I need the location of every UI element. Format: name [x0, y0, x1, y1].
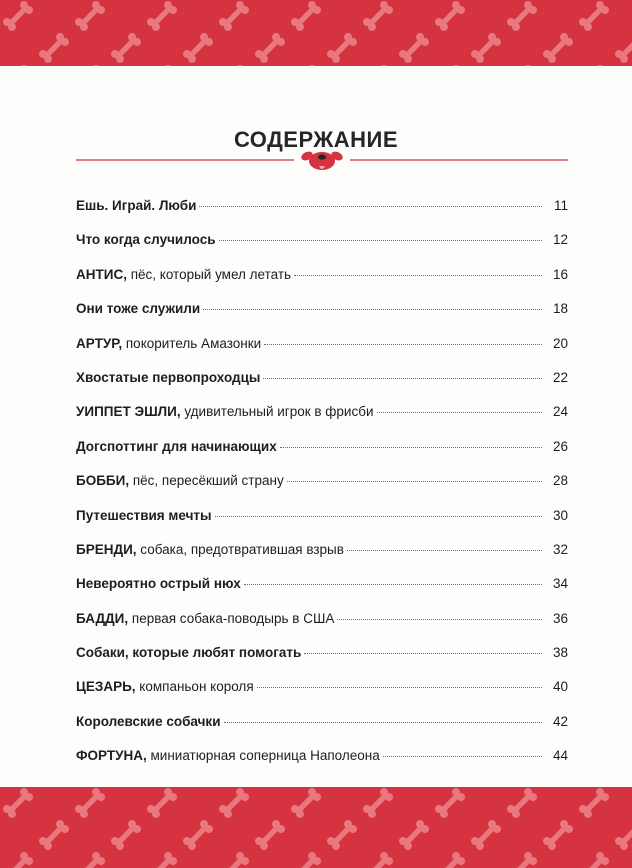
entry-title: Хвостатые первопроходцы [76, 369, 261, 385]
page-number: 20 [552, 335, 568, 351]
table-of-contents [76, 196, 568, 781]
toc-entry[interactable] [76, 368, 568, 402]
entry-title: АНТИС, пёс, который умел летать [76, 266, 292, 282]
entry-title: ЦЕЗАРЬ, компаньон короля [76, 679, 254, 695]
page-number: 18 [552, 301, 568, 317]
dot-leader [263, 378, 542, 379]
bottom-bone-pattern-band [0, 787, 632, 868]
dot-leader [294, 275, 542, 276]
entry-title: БАДДИ, первая собака-поводырь в США [76, 610, 335, 626]
entry-title: БРЕНДИ, собака, предотвратившая взрыв [76, 541, 344, 557]
page-number: 26 [552, 438, 568, 454]
dot-leader [244, 584, 542, 585]
dot-leader [383, 756, 542, 757]
page-number: 30 [552, 507, 568, 523]
toc-entry[interactable] [76, 334, 568, 368]
entry-title: АРТУР, покоритель Амазонки [76, 335, 262, 351]
toc-entry[interactable] [76, 677, 568, 711]
entry-title: Что когда случилось [76, 232, 216, 248]
entry-title: Путешествия мечты [76, 507, 212, 523]
dot-leader [377, 412, 543, 413]
title-divider [76, 146, 568, 174]
toc-entry[interactable] [76, 540, 568, 574]
bone-pattern-icon [0, 0, 632, 66]
page-number: 11 [553, 198, 568, 213]
entry-title: ФОРТУНА, миниатюрная соперница Наполеона [76, 748, 380, 764]
toc-entry[interactable] [76, 196, 568, 230]
top-bone-pattern-band [0, 0, 632, 66]
toc-entry[interactable] [76, 712, 568, 746]
dot-leader [199, 206, 542, 207]
page-number: 32 [552, 541, 568, 557]
entry-title: Королевские собачки [76, 713, 221, 729]
toc-entry[interactable] [76, 265, 568, 299]
dot-leader [347, 550, 542, 551]
dog-head-icon [300, 150, 344, 170]
page-number: 24 [552, 404, 568, 420]
dot-leader [280, 447, 542, 448]
dot-leader [215, 516, 542, 517]
page-number: 36 [552, 610, 568, 626]
toc-entry[interactable] [76, 609, 568, 643]
toc-entry[interactable] [76, 574, 568, 608]
dot-leader [224, 722, 543, 723]
toc-entry[interactable] [76, 643, 568, 677]
page-title: СОДЕРЖАНИЕ [233, 126, 399, 152]
page-number: 34 [552, 576, 568, 592]
toc-entry[interactable] [76, 402, 568, 436]
page-number: 40 [552, 679, 568, 695]
entry-title: Невероятно острый нюх [76, 576, 241, 592]
dot-leader [257, 687, 542, 688]
page-number: 44 [552, 748, 568, 764]
toc-entry[interactable] [76, 437, 568, 471]
entry-title: Догспоттинг для начинающих [76, 438, 277, 454]
entry-title: Ешь. Играй. Люби [76, 198, 197, 213]
entry-title: Собаки, которые любят помогать [76, 645, 302, 661]
toc-entry[interactable] [76, 299, 568, 333]
toc-entry[interactable] [76, 746, 568, 780]
bone-pattern-icon [0, 787, 632, 868]
dot-leader [264, 344, 542, 345]
dot-leader [203, 309, 542, 310]
page-number: 22 [552, 369, 568, 385]
page-number: 16 [552, 266, 568, 282]
entry-title: УИППЕТ ЭШЛИ, удивительный игрок в фрисби [76, 404, 374, 420]
toc-entry[interactable] [76, 471, 568, 505]
entry-title: БОББИ, пёс, пересёкший страну [76, 473, 284, 489]
entry-title: Они тоже служили [76, 301, 201, 317]
dot-leader [304, 653, 542, 654]
page-number: 38 [552, 645, 568, 661]
dot-leader [337, 619, 542, 620]
page-number: 12 [552, 232, 568, 248]
dot-leader [287, 481, 542, 482]
toc-entry[interactable] [76, 230, 568, 264]
page-number: 42 [552, 713, 568, 729]
page-number: 28 [552, 473, 568, 489]
toc-entry[interactable] [76, 506, 568, 540]
dot-leader [219, 240, 542, 241]
